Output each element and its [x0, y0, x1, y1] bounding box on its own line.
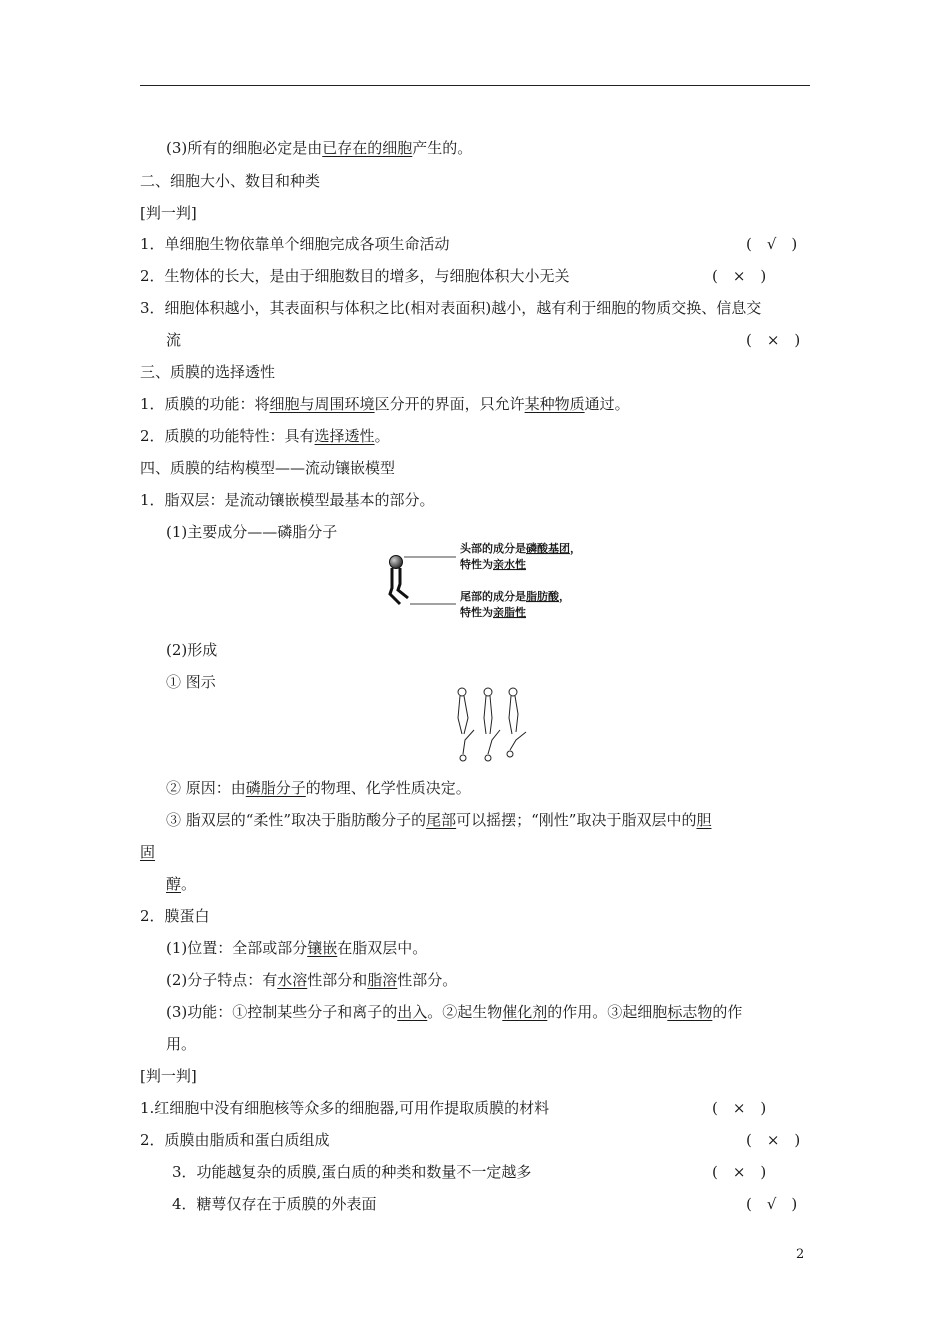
phospholipid-head-icon	[509, 688, 517, 696]
page-number: 2	[796, 1247, 805, 1262]
text-line: 2．膜蛋白	[140, 907, 210, 925]
answer-mark: ( √ )	[746, 1195, 798, 1213]
text-line: 2．质膜的功能特性：具有选择透性。	[140, 427, 390, 445]
answer-mark: ( × )	[712, 1099, 767, 1117]
text-line: 1．质膜的功能：将细胞与周围环境区分开的界面，只允许某种物质通过。	[140, 395, 630, 413]
head-label: 头部的成分是磷酸基团，	[460, 542, 581, 555]
phospholipid-head-icon	[458, 688, 466, 696]
text-line: (2)形成	[166, 641, 218, 659]
judge-heading: [判一判]	[140, 204, 197, 222]
question-p2: 2．质膜由脂质和蛋白质组成	[140, 1131, 330, 1149]
judge-heading: [判一判]	[140, 1067, 197, 1085]
answer-mark: ( × )	[712, 267, 767, 285]
phospholipid-row-diagram	[450, 684, 536, 764]
fatty-acid-tail-icon	[398, 568, 408, 598]
question-3: 3．细胞体积越小，其表面积与体积之比(相对表面积)越小，越有利于细胞的物质交换、信息交	[140, 299, 762, 317]
text-line: (2)分子特点：有水溶性部分和脂溶性部分。	[166, 971, 458, 989]
answer-mark: ( × )	[746, 331, 801, 349]
question-p3: 3．功能越复杂的质膜,蛋白质的种类和数量不一定越多	[172, 1163, 532, 1181]
tail-property-label: 特性为亲脂性	[460, 606, 526, 619]
phospholipid-head-icon	[507, 751, 513, 757]
question-p4: 4．糖萼仅存在于质膜的外表面	[172, 1195, 377, 1213]
phospholipid-head-icon	[460, 755, 466, 761]
phosphate-head-icon	[390, 556, 403, 569]
head-property-label: 特性为亲水性	[460, 558, 526, 571]
question-2: 2．生物体的长大，是由于细胞数目的增多，与细胞体积大小无关	[140, 267, 570, 285]
text-line: ③ 脂双层的“柔性”取决于脂肪酸分子的尾部可以摇摆；“刚性”取决于脂双层中的胆	[166, 811, 712, 829]
text-line: (3)功能：①控制某些分子和离子的出入。②起生物催化剂的作用。③起细胞标志物的作	[166, 1003, 743, 1021]
section-heading: 三、质膜的选择透性	[140, 363, 276, 381]
question-3-cont: 流	[166, 331, 182, 349]
text-line: 固	[140, 843, 156, 861]
answer-mark: ( × )	[746, 1131, 801, 1149]
question-1: 1．单细胞生物依靠单个细胞完成各项生命活动	[140, 235, 450, 253]
answer-mark: ( × )	[712, 1163, 767, 1181]
text-line: 1．脂双层：是流动镶嵌模型最基本的部分。	[140, 491, 435, 509]
answer-mark: ( √ )	[746, 235, 798, 253]
phospholipid-head-icon	[485, 755, 491, 761]
text-line: (1)主要成分——磷脂分子	[166, 523, 338, 541]
text-line: 用。	[166, 1035, 197, 1053]
phospholipid-diagram	[380, 540, 600, 624]
text-line: ② 原因：由磷脂分子的物理、化学性质决定。	[166, 779, 471, 797]
text-line: 醇。	[166, 875, 197, 893]
header-rule	[140, 85, 810, 86]
text-line: (3)所有的细胞必定是由已存在的细胞产生的。	[166, 139, 473, 157]
phospholipid-head-icon	[484, 688, 492, 696]
text-line: ① 图示	[166, 673, 216, 691]
section-heading: 二、细胞大小、数目和种类	[140, 172, 321, 190]
section-heading: 四、质膜的结构模型——流动镶嵌模型	[140, 459, 396, 477]
tail-label: 尾部的成分是脂肪酸，	[460, 590, 570, 603]
text-line: (1)位置：全部或部分镶嵌在脂双层中。	[166, 939, 428, 957]
question-p1: 1.红细胞中没有细胞核等众多的细胞器,可用作提取质膜的材料	[140, 1099, 550, 1117]
